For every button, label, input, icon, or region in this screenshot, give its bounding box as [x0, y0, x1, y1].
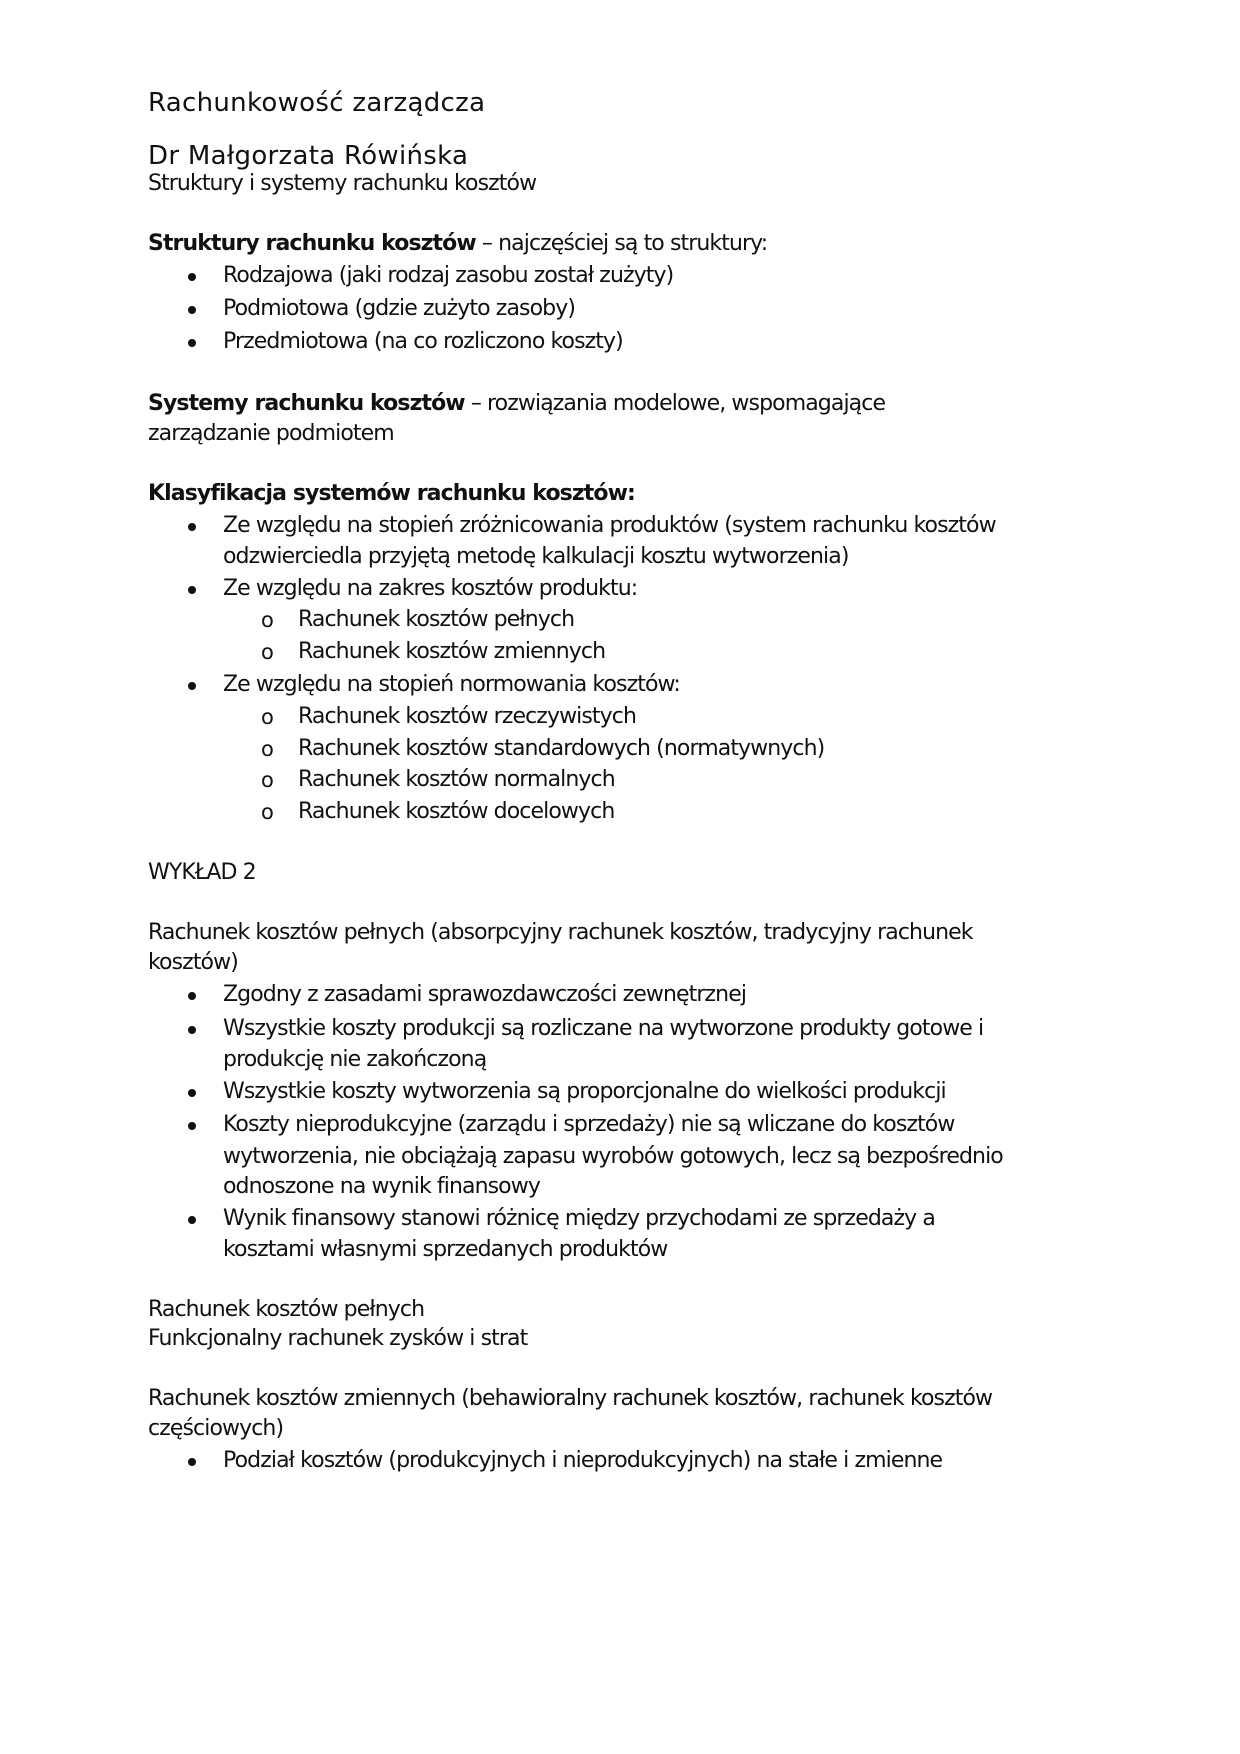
bullet-icon [188, 273, 196, 281]
sub-bullet-icon: o [261, 768, 274, 792]
bullet-icon [188, 1458, 196, 1466]
definition: – najczęściej są to struktury: [475, 231, 768, 256]
classification-heading [148, 479, 635, 509]
systems-definition [148, 389, 885, 419]
list-item: Ze względu na zakres kosztów produktu: [223, 576, 638, 601]
bullet-icon [188, 339, 196, 347]
list-item: Wynik finansowy stanowi różnicę między przychodami ze sprzedaży a [223, 1206, 935, 1231]
list-item: Rodzajowa (jaki rodzaj zasobu został zużyty) [223, 263, 674, 288]
bullet-icon [188, 682, 196, 690]
bullet-icon [188, 586, 196, 594]
text-line: kosztów) [148, 950, 238, 975]
heading: Klasyfikacja systemów rachunku kosztów: [148, 481, 635, 506]
text-line: Funkcjonalny rachunek zysków i strat [148, 1326, 528, 1351]
list-item: Wszystkie koszty wytworzenia są proporcjonalne do wielkości produkcji [223, 1079, 946, 1104]
list-item: Podział kosztów (produkcyjnych i nieprodukcyjnych) na stałe i zmienne [223, 1448, 943, 1473]
list-item: Wszystkie koszty produkcji są rozliczane na wytworzone produkty gotowe i [223, 1016, 984, 1041]
definition: – rozwiązania modelowe, wspomagające [464, 391, 886, 416]
text-line: Rachunek kosztów pełnych (absorpcyjny rachunek kosztów, tradycyjny rachunek [148, 920, 973, 945]
sub-list-item: Rachunek kosztów zmiennych [298, 639, 606, 664]
bullet-icon [188, 523, 196, 531]
sub-list-item: Rachunek kosztów standardowych (normatywnych) [298, 736, 825, 761]
subtitle: Struktury i systemy rachunku kosztów [148, 171, 537, 196]
sub-list-item: Rachunek kosztów docelowych [298, 799, 615, 824]
list-item: Podmiotowa (gdzie zużyto zasoby) [223, 296, 576, 321]
sub-list-item: Rachunek kosztów pełnych [298, 607, 575, 632]
bullet-icon [188, 1122, 196, 1130]
bullet-icon [188, 1026, 196, 1034]
sub-bullet-icon: o [261, 608, 274, 632]
list-item-cont: wytworzenia, nie obciążają zapasu wyrobów gotowych, lecz są bezpośrednio [223, 1144, 1003, 1169]
text-line: zarządzanie podmiotem [148, 421, 394, 446]
text-line: Rachunek kosztów zmiennych (behawioralny rachunek kosztów, rachunek kosztów [148, 1386, 993, 1411]
sub-bullet-icon: o [261, 737, 274, 761]
list-item-cont: odzwierciedla przyjętą metodę kalkulacji kosztu wytworzenia) [223, 544, 849, 569]
term: Systemy rachunku kosztów [148, 391, 465, 416]
list-item-cont: produkcję nie zakończoną [223, 1047, 487, 1072]
document-title: Rachunkowość zarządcza [148, 88, 486, 118]
text-line: częściowych) [148, 1416, 284, 1441]
sub-bullet-icon: o [261, 640, 274, 664]
term: Struktury rachunku kosztów [148, 231, 476, 256]
list-item-cont: odnoszone na wynik finansowy [223, 1174, 540, 1199]
structures-definition [148, 229, 767, 259]
list-item: Ze względu na stopień normowania kosztów: [223, 672, 680, 697]
lecture-label: WYKŁAD 2 [148, 860, 256, 885]
sub-list-item: Rachunek kosztów normalnych [298, 767, 615, 792]
bullet-icon [188, 992, 196, 1000]
list-item-cont: kosztami własnymi sprzedanych produktów [223, 1237, 668, 1262]
list-item: Koszty nieprodukcyjne (zarządu i sprzedaży) nie są wliczane do kosztów [223, 1112, 955, 1137]
list-item: Przedmiotowa (na co rozliczono koszty) [223, 329, 623, 354]
author: Dr Małgorzata Rówińska [148, 141, 469, 171]
sub-bullet-icon: o [261, 800, 274, 824]
sub-list-item: Rachunek kosztów rzeczywistych [298, 704, 637, 729]
list-item: Zgodny z zasadami sprawozdawczości zewnętrznej [223, 982, 747, 1007]
bullet-icon [188, 1089, 196, 1097]
sub-bullet-icon: o [261, 705, 274, 729]
bullet-icon [188, 1216, 196, 1224]
bullet-icon [188, 306, 196, 314]
list-item: Ze względu na stopień zróżnicowania produktów (system rachunku kosztów [223, 513, 996, 538]
text-line: Rachunek kosztów pełnych [148, 1297, 425, 1322]
